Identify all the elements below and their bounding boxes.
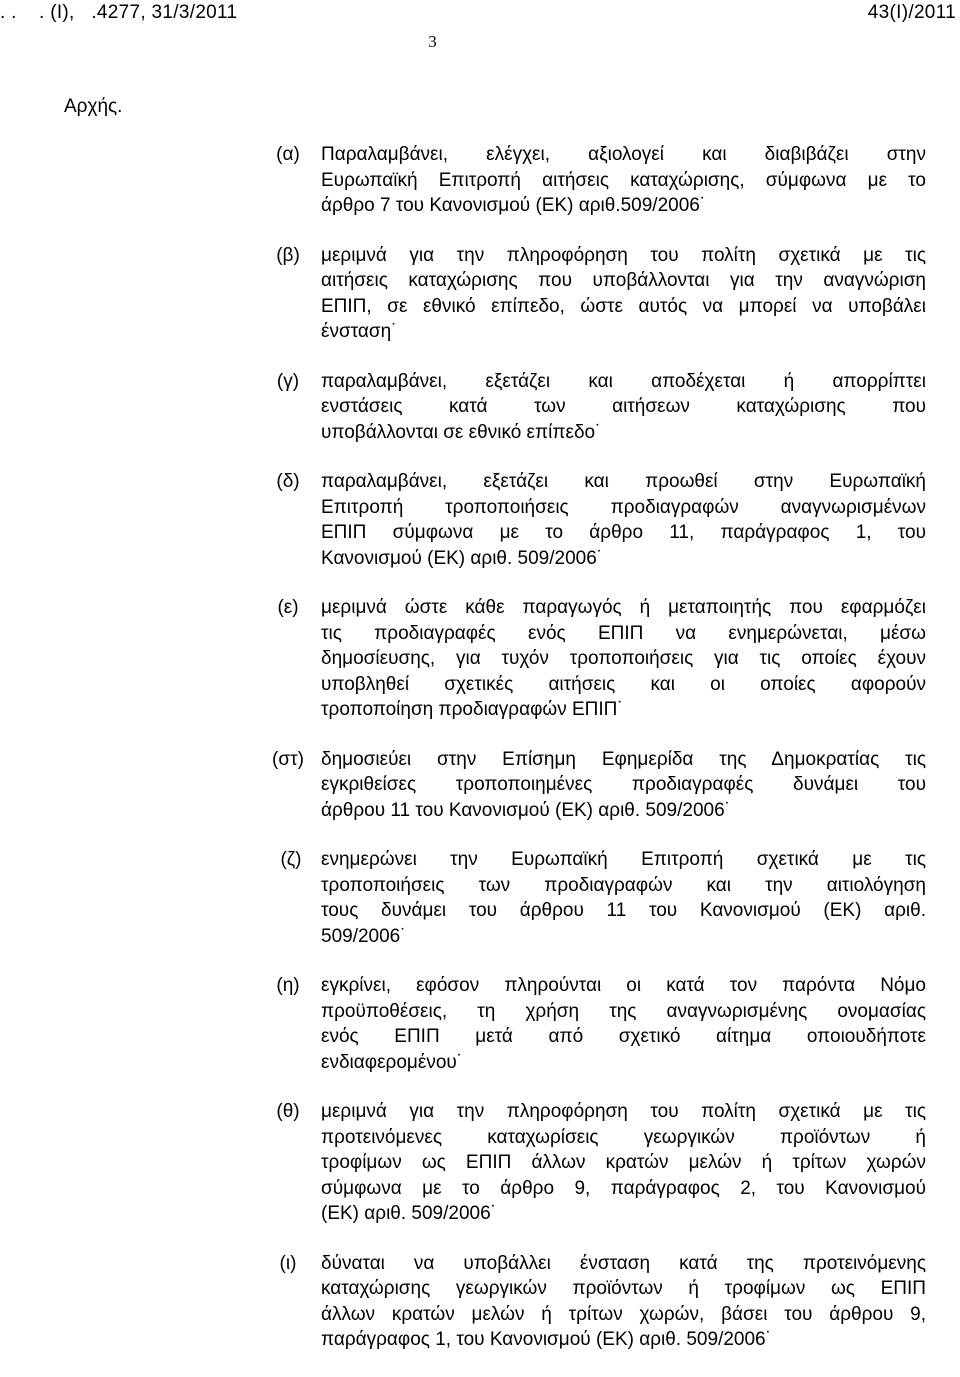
- clause-text-line: άρθρο 7 του Κανονισμού (ΕΚ) αριθ.509/2006˙: [321, 195, 707, 216]
- clause-text-line: προϋποθέσεις, τη χρήση της αναγνωρισμένης ονομασίας: [321, 1000, 926, 1022]
- clause-text: [321, 747, 926, 824]
- clause-text-line: τροφίμων ως ΕΠΙΠ άλλων κρατών μελών ή τρίτων χωρών: [321, 1152, 926, 1173]
- clause-text-line: Επιτροπή τροποποιήσεις προδιαγραφών αναγνωρισμένων: [321, 496, 926, 518]
- clause-label: (η): [276, 975, 300, 996]
- clause-text-line: ενστάσεις κατά των αιτήσεων καταχώρισης που: [321, 396, 926, 417]
- clause-text-line: τους δυνάμει του άρθρου 11 του Κανονισμού (ΕΚ) αριθ.: [321, 900, 926, 921]
- clause-text: [321, 369, 926, 446]
- clause-text-line: αιτήσεις καταχώρισης που υποβάλλονται για την αναγνώριση: [321, 270, 926, 291]
- clause-text-line: Ευρωπαϊκή Επιτροπή αιτήσεις καταχώρισης, σύμφωνα με το: [321, 169, 926, 191]
- clause-list: [0, 142, 960, 1377]
- clause-item: [0, 1251, 960, 1353]
- clause-text-line: τις προδιαγραφές ενός ΕΠΙΠ να ενημερώνεται, μέσω: [321, 622, 926, 644]
- clause-item: [0, 243, 960, 345]
- clause-text-line: τροποποιήσεις των προδιαγραφών και την αιτιολόγηση: [321, 874, 926, 896]
- clause-text-line: ενός ΕΠΙΠ μετά από σχετικό αίτημα οποιουδήποτε: [321, 1026, 926, 1047]
- clause-text-line: ΕΠΙΠ, σε εθνικό επίπεδο, ώστε αυτός να μπορεί να υποβάλει: [321, 295, 926, 317]
- clause-text: [321, 1251, 926, 1353]
- clause-text-line: σύμφωνα με το άρθρο 9, παράγραφος 2, του Κανονισμού: [321, 1177, 926, 1199]
- clause-text: [321, 243, 926, 345]
- clause-text-line: δημοσίευσης, για τυχόν τροποποιήσεις για τις οποίες έχουν: [321, 648, 926, 669]
- clause-item: [0, 595, 960, 723]
- clause-text: [321, 595, 926, 723]
- clause-text-line: παράγραφος 1, του Κανονισμού (ΕΚ) αριθ. 509/2006˙: [321, 1329, 772, 1350]
- clause-text-line: άλλων κρατών μελών ή τρίτων χωρών, βάσει του άρθρου 9,: [321, 1303, 926, 1325]
- intro-text: Αρχής.: [64, 96, 123, 117]
- clause-text-line: παραλαμβάνει, εξετάζει και προωθεί στην Ευρωπαϊκή: [321, 471, 926, 492]
- header-document-reference: . . . (Ι), .4277, 31/3/2011: [0, 2, 238, 23]
- clause-item: [0, 1099, 960, 1227]
- clause-label: (θ): [276, 1101, 300, 1122]
- clause-label: (α): [276, 144, 300, 165]
- clause-text-line: ενημερώνει την Ευρωπαϊκή Επιτροπή σχετικά με τις: [321, 849, 926, 870]
- clause-text-line: ΕΠΙΠ σύμφωνα με το άρθρο 11, παράγραφος 1, του: [321, 522, 926, 543]
- clause-label: (ι): [279, 1252, 297, 1274]
- clause-text-line: ενδιαφερομένου˙: [321, 1051, 464, 1073]
- clause-text-line: υποβάλλονται σε εθνικό επίπεδο˙: [321, 421, 602, 443]
- page-number: 3: [428, 32, 437, 51]
- clause-text-line: δύναται να υποβάλλει ένσταση κατά της προτεινόμενης: [321, 1252, 926, 1274]
- clause-item: [0, 747, 960, 824]
- clause-text-line: παραλαμβάνει, εξετάζει και αποδέχεται ή απορρίπτει: [321, 370, 926, 392]
- clause-text-line: υποβληθεί σχετικές αιτήσεις και οι οποίες αφορούν: [321, 673, 926, 695]
- clause-text-line: μεριμνά για την πληροφόρηση του πολίτη σχετικά με τις: [321, 244, 926, 266]
- clause-text-line: ένσταση˙: [321, 321, 398, 342]
- clause-text-line: μεριμνά για την πληροφόρηση του πολίτη σχετικά με τις: [321, 1101, 926, 1122]
- clause-text-line: Παραλαμβάνει, ελέγχει, αξιολογεί και διαβιβάζει στην: [321, 144, 926, 165]
- clause-label: (β): [276, 244, 300, 266]
- clause-text-line: προτεινόμενες καταχωρίσεις γεωργικών προϊόντων ή: [321, 1126, 926, 1148]
- clause-text-line: (ΕΚ) αριθ. 509/2006˙: [321, 1203, 497, 1224]
- clause-text: [321, 847, 926, 949]
- clause-text-line: καταχώρισης γεωργικών προϊόντων ή τροφίμων ως ΕΠΙΠ: [321, 1278, 926, 1299]
- clause-text-line: άρθρου 11 του Κανονισμού (ΕΚ) αριθ. 509/2006˙: [321, 799, 731, 821]
- clause-text-line: εγκριθείσες τροποποιημένες προδιαγραφές δυνάμει του: [321, 774, 926, 795]
- clause-item: [0, 142, 960, 219]
- clause-text-line: εγκρίνει, εφόσον πληρούνται οι κατά τον παρόντα Νόμο: [321, 975, 926, 996]
- clause-label: (γ): [276, 370, 300, 392]
- clause-item: [0, 847, 960, 949]
- clause-item: [0, 973, 960, 1075]
- clause-text-line: δημοσιεύει στην Επίσημη Εφημερίδα της Δημοκρατίας τις: [321, 748, 926, 770]
- clause-label: (στ): [272, 748, 304, 770]
- header-law-number: 43(Ι)/2011: [867, 2, 956, 23]
- clause-text-line: τροποποίηση προδιαγραφών ΕΠΙΠ˙: [321, 699, 624, 720]
- clause-text: [321, 142, 926, 219]
- clause-text-line: Κανονισμού (ΕΚ) αριθ. 509/2006˙: [321, 547, 604, 569]
- clause-text-line: 509/2006˙: [321, 925, 407, 947]
- clause-label: (ζ): [280, 849, 302, 870]
- clause-text: [321, 469, 926, 571]
- clause-label: (ε): [277, 597, 299, 618]
- clause-label: (δ): [276, 471, 300, 492]
- clause-item: [0, 469, 960, 571]
- clause-text: [321, 973, 926, 1075]
- clause-item: [0, 369, 960, 446]
- clause-text: [321, 1099, 926, 1227]
- clause-text-line: μεριμνά ώστε κάθε παραγωγός ή μεταποιητής που εφαρμόζει: [321, 597, 926, 618]
